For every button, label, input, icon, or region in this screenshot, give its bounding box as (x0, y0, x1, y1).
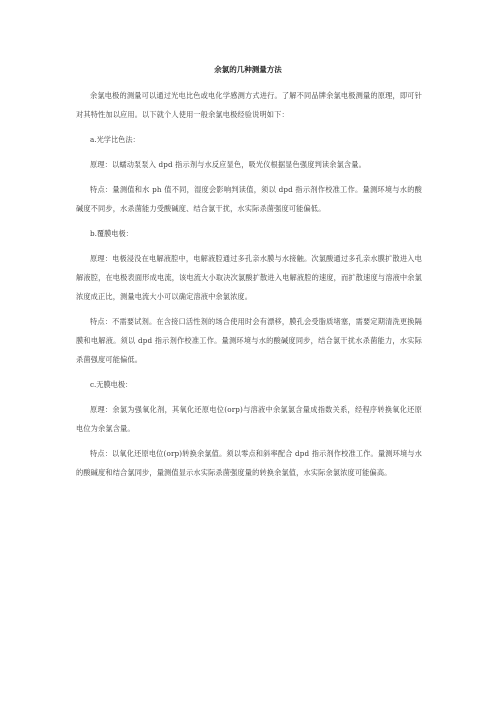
section-c-features: 特点：以氧化还原电位(orp)转换余氯值。须以零点和斜率配合 dpd 指示剂作校准工作。量测环境与水的酸碱度和结合氯同步，量测值显示水实际杀菌强度量的转换余氯值，水实际余氯浓度可能偏高。 (76, 449, 422, 477)
section-a-features: 特点：量测值和水 ph 值不同，湿度会影响判读值，须以 dpd 指示剂作校准工作。量测环境与水的酸碱度不同步，水杀菌能力受酸碱度、结合氯干扰，水实际杀菌强度可能偏低。 (76, 185, 422, 213)
section-a-principle: 原理：以蠕动泵泵入 dpd 指示剂与水反应显色，吸光仪根据显色强度判读余氯含量。 (90, 160, 366, 169)
section-c-principle: 原理：余氯为强氧化剂，其氧化还原电位(orp)与溶液中余氯氯含量成指数关系，经程序转换氧化还原电位为余氯含量。 (76, 405, 422, 433)
section-b-principle: 原理：电极浸没在电解液腔中，电解液腔通过多孔亲水膜与水接触。次氯酸通过多孔亲水膜扩散进入电解液腔，在电极表面形成电流，该电流大小取决次氯酸扩散进入电解液腔的速度，而扩散速度与溶液中余氯浓度成正比，测量电流大小可以确定溶液中余氯浓度。 (76, 254, 422, 301)
section-b-features: 特点：不需要试剂。在含接口活性剂的场合使用时会有漂移，膜孔会受脂质堵塞，需要定期清洗更换隔膜和电解液。须以 dpd 指示剂作校准工作。量测环境与水的酸碱度同步，结合氯干扰水杀菌能力，水实际杀菌强度可能偏低。 (76, 317, 422, 364)
section-a-heading: a.光学比色法： (90, 135, 140, 144)
section-c-heading: c.无膜电极： (90, 380, 133, 389)
document-body (76, 86, 422, 488)
section-b-heading: b.覆膜电极： (90, 229, 133, 238)
document-title: 余氯的几种测量方法 (214, 65, 282, 74)
intro-paragraph: 余氯电极的测量可以通过光电比色或电化学感测方式进行。了解不同品牌余氯电极测量的原理，即可针对其特性加以应用。以下就个人使用一般余氯电极经验说明如下： (76, 91, 422, 119)
